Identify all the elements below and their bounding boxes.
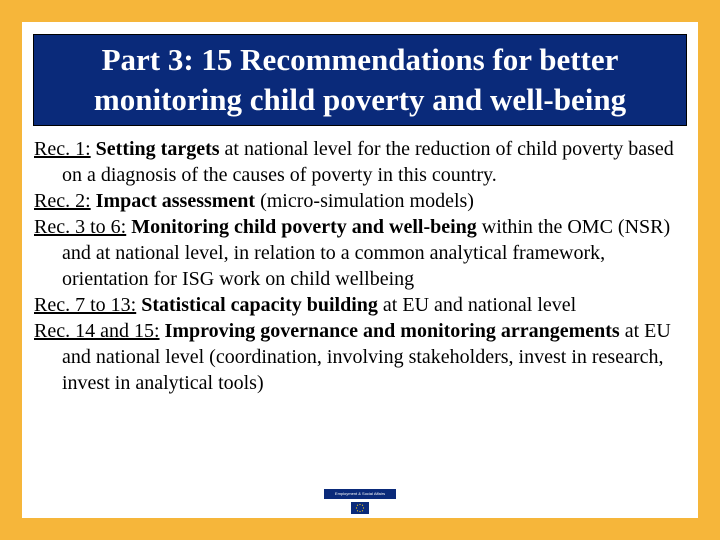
recommendation-2 [34,188,684,214]
rec-number: Rec. 1: [34,138,91,160]
rec-number: Rec. 7 to 13: [34,294,137,316]
rec-text: at national level for the reduction of child poverty based on a diagnosis of the causes of poverty in this country. [62,138,674,186]
rec-text: (micro-simulation models) [255,190,474,212]
recommendation-1 [34,136,684,188]
rec-number: Rec. 14 and 15: [34,320,160,342]
title-line-2: monitoring child poverty and well-being [93,82,627,117]
rec-key-phrase: Statistical capacity building [141,294,378,316]
rec-text: at EU and national level [377,294,577,316]
rec-key-phrase: Improving governance and monitoring arrangements [164,320,620,342]
rec-number: Rec. 3 to 6: [34,216,127,238]
footer-label: Employment & Social Affairs [324,489,396,499]
slide [22,22,698,518]
recommendation-14-and-15 [34,318,684,396]
rec-text: at EU and national level (coordination, involving stakeholders, invest in research, invest in analytical tools) [62,320,671,394]
rec-text: within the OMC (NSR) and at national level, in relation to a common analytical framework, orientation for ISG work on child wellbeing [62,216,671,290]
rec-key-phrase: Impact assessment [95,190,256,212]
footer [22,488,698,518]
recommendation-3-to-6 [34,214,684,292]
title-line-1: Part 3: 15 Recommendations for better [101,42,619,77]
slide-title [33,34,687,126]
eu-flag-icon [351,502,369,514]
rec-key-phrase: Setting targets [95,138,220,160]
recommendations-list [34,136,684,396]
rec-number: Rec. 2: [34,190,91,212]
rec-key-phrase: Monitoring child poverty and well-being [131,216,477,238]
recommendation-7-to-13 [34,292,684,318]
